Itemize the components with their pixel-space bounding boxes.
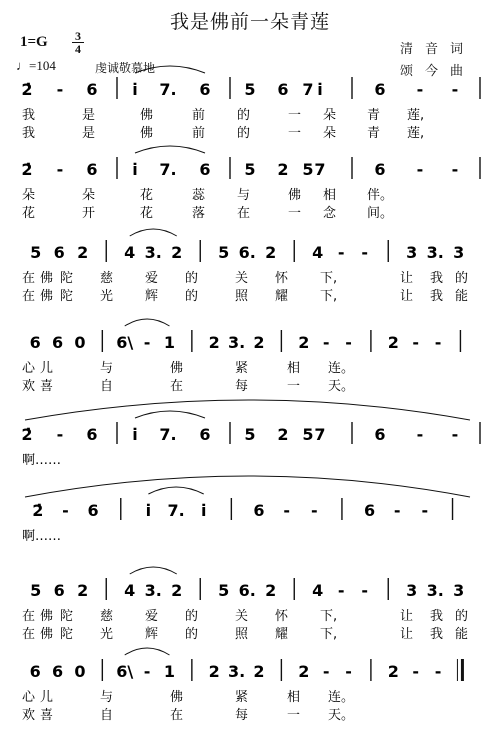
time-signature-bottom: 4	[72, 42, 84, 55]
note: 3	[406, 243, 418, 262]
lyric-syllable: 连。	[328, 690, 355, 705]
lyric-syllable: 开	[82, 206, 96, 221]
lyric-syllable: 心	[22, 690, 36, 705]
note: -	[434, 333, 442, 352]
note: -	[56, 160, 64, 179]
score-system	[21, 411, 480, 468]
lyric-syllable: 相	[287, 361, 301, 376]
note: 7	[314, 425, 326, 444]
note: 6	[374, 80, 386, 99]
lyric-syllable: 在	[237, 206, 251, 221]
note: 5	[30, 581, 42, 600]
lyric-syllable: 蕊	[192, 188, 206, 203]
note: -	[337, 581, 345, 600]
note: 2	[298, 662, 310, 681]
note: 2	[277, 425, 289, 444]
lyric-syllable: 朵	[323, 126, 337, 141]
lyric-syllable: 佛	[170, 690, 184, 705]
composer-credit: 颂今曲	[400, 64, 476, 79]
lyric-syllable: 光	[100, 289, 114, 304]
lyric-syllable: 紧	[235, 361, 249, 376]
lyric-syllable: 一	[288, 126, 302, 141]
lyric-syllable: 下,	[320, 627, 338, 642]
note: 2	[253, 662, 265, 681]
lyric-syllable: 让	[400, 627, 414, 642]
lyric-syllable: 耀	[275, 627, 289, 642]
note: 4	[312, 581, 324, 600]
lyric-syllable: 的	[237, 126, 251, 141]
note: i̇	[132, 160, 138, 179]
lyric-syllable: 间。	[367, 206, 394, 221]
lyric-syllable: 照	[235, 627, 249, 642]
lyric-syllable: 让	[400, 289, 414, 304]
lyric-syllable: 莲,	[407, 108, 425, 123]
note: 6	[199, 425, 211, 444]
note: 6	[374, 425, 386, 444]
lyric-syllable: 自	[100, 379, 114, 394]
lyric-syllable: 连。	[328, 361, 355, 376]
lyric-syllable: 朵	[82, 188, 96, 203]
lyric-syllable: 喜	[40, 379, 54, 394]
note: 6\	[116, 662, 134, 681]
note: i̇	[317, 80, 323, 99]
lyric-syllable: 我	[22, 108, 36, 123]
lyric-syllable: 儿	[40, 361, 54, 376]
note: 6.	[238, 243, 256, 262]
note: 3.	[426, 581, 444, 600]
lyric-syllable: 前	[192, 126, 206, 141]
lyric-syllable: 辉	[145, 289, 159, 304]
score-system	[22, 487, 453, 544]
note: 6	[199, 160, 211, 179]
note: 5	[30, 243, 42, 262]
note: 6	[29, 662, 41, 681]
lyric-syllable: 花	[140, 188, 154, 203]
note: 4	[312, 243, 324, 262]
note: 2	[387, 662, 399, 681]
lyric-syllable: 啊……	[22, 529, 62, 544]
slur	[135, 66, 205, 73]
lyric-syllable: 慈	[100, 271, 114, 286]
lyric-syllable: 慈	[100, 609, 114, 624]
lyric-syllable: 的	[185, 627, 199, 642]
lyric-syllable: 的	[185, 271, 199, 286]
phrase-slur	[25, 476, 470, 497]
lyric-syllable: 莲,	[407, 126, 425, 141]
lyric-syllable: 的	[455, 271, 469, 286]
note: 3.	[144, 243, 162, 262]
lyric-syllable: 在	[22, 289, 36, 304]
lyric-syllable: 的	[185, 289, 199, 304]
score-system	[21, 146, 480, 221]
lyric-syllable: 我	[430, 271, 444, 286]
note: -	[62, 501, 69, 520]
lyric-syllable: 与	[100, 690, 114, 705]
lyric-syllable: 照	[235, 289, 249, 304]
lyric-syllable: 欢	[22, 708, 36, 723]
note: 7.	[167, 501, 185, 520]
lyric-syllable: 佛	[288, 188, 302, 203]
note: 6	[277, 80, 289, 99]
lyric-syllable: 在	[22, 271, 36, 286]
note: 6	[29, 333, 41, 352]
note: 6	[364, 501, 376, 520]
lyric-syllable: 耀	[275, 289, 289, 304]
lyric-syllable: 一	[288, 206, 302, 221]
note: 6	[87, 501, 99, 520]
lyric-syllable: 的	[185, 609, 199, 624]
note: -	[345, 333, 352, 352]
lyric-syllable: 相	[287, 690, 301, 705]
note: 2̇	[21, 160, 33, 179]
note: i̇	[145, 501, 152, 520]
lyric-syllable: 我	[430, 609, 444, 624]
note: i̇	[132, 425, 138, 444]
expression-marking: 虔诚敬慕地	[95, 61, 156, 75]
lyric-syllable: 佛	[140, 126, 154, 141]
note: -	[451, 80, 459, 99]
note: 3	[453, 581, 465, 600]
note: 6	[52, 662, 64, 681]
note: 5	[244, 80, 256, 99]
note: 2	[298, 333, 310, 352]
note: 3	[453, 243, 465, 262]
note: -	[322, 333, 330, 352]
score-system	[22, 229, 468, 304]
note: 6	[86, 80, 98, 99]
note: -	[56, 425, 64, 444]
lyric-syllable: 佛	[40, 627, 54, 642]
lyric-syllable: 我	[430, 627, 444, 642]
lyric-syllable: 喜	[40, 708, 54, 723]
note: -	[322, 662, 330, 681]
note: -	[412, 333, 419, 352]
lyric-syllable: 欢	[22, 379, 36, 394]
note: 6	[53, 243, 65, 262]
lyric-syllable: 花	[22, 206, 36, 221]
lyric-syllable: 陀	[60, 271, 74, 286]
note: -	[143, 662, 151, 681]
lyric-syllable: 与	[237, 188, 251, 203]
key-signature: 1=G	[20, 34, 48, 50]
note: 2̇	[32, 501, 44, 520]
note: 2̇	[21, 425, 33, 444]
note: -	[143, 333, 151, 352]
lyric-syllable: 关	[235, 609, 249, 624]
lyric-syllable: 是	[82, 108, 96, 123]
note: 5	[218, 581, 230, 600]
lyric-syllable: 让	[400, 271, 414, 286]
lyric-syllable: 陀	[60, 627, 74, 642]
note: i̇	[132, 80, 138, 99]
lyric-syllable: 怀	[275, 271, 289, 286]
note: 6	[52, 333, 64, 352]
lyric-syllable: 朵	[323, 108, 337, 123]
lyric-syllable: 念	[323, 206, 337, 221]
lyric-syllable: 紧	[235, 690, 249, 705]
slur	[135, 146, 205, 153]
lyric-syllable: 一	[287, 379, 301, 394]
note: -	[416, 80, 424, 99]
lyric-syllable: 下,	[320, 271, 338, 286]
lyric-syllable: 我	[22, 126, 36, 141]
note: 3.	[228, 662, 246, 681]
lyric-syllable: 爱	[145, 271, 159, 286]
note: 3	[406, 581, 418, 600]
lyric-syllable: 能	[455, 627, 469, 642]
note: 2̇	[21, 80, 33, 99]
lyric-syllable: 花	[140, 206, 154, 221]
lyric-syllable: 辉	[145, 627, 159, 642]
note: -	[451, 425, 459, 444]
lyric-syllable: 光	[100, 627, 114, 642]
slur	[125, 319, 170, 326]
slur	[130, 567, 177, 574]
lyric-syllable: 儿	[40, 690, 54, 705]
note: 4	[124, 581, 136, 600]
note: -	[416, 160, 424, 179]
lyric-syllable: 每	[235, 708, 249, 723]
note: -	[310, 501, 318, 520]
note: 6	[199, 80, 211, 99]
tempo-marking: ♩=104	[16, 58, 56, 73]
note: 2	[265, 581, 277, 600]
note: -	[434, 662, 442, 681]
note: 5	[244, 160, 256, 179]
note: 6	[86, 160, 98, 179]
note: 5	[302, 425, 314, 444]
score-system	[22, 319, 460, 394]
note: -	[416, 425, 424, 444]
time-signature-top: 3	[75, 29, 81, 43]
note: 7	[314, 160, 326, 179]
note: 1	[163, 662, 176, 681]
note: 5	[302, 160, 314, 179]
slur	[125, 648, 170, 655]
note: -	[345, 662, 352, 681]
note: 3.	[426, 243, 444, 262]
lyric-syllable: 青	[367, 126, 381, 141]
note: 7.	[159, 425, 177, 444]
lyric-syllable: 一	[288, 108, 302, 123]
lyric-syllable: 陀	[60, 289, 74, 304]
note: 3.	[228, 333, 246, 352]
song-title: 我是佛前一朵青莲	[169, 11, 330, 33]
lyric-syllable: 前	[192, 108, 206, 123]
note: 0	[74, 333, 86, 352]
note: 7.	[159, 160, 177, 179]
lyric-syllable: 落	[192, 206, 206, 221]
lyric-syllable: 与	[100, 361, 114, 376]
lyric-syllable: 朵	[22, 188, 36, 203]
lyric-syllable: 青	[367, 108, 381, 123]
lyric-syllable: 在	[170, 708, 184, 723]
lyric-syllable: 我	[430, 289, 444, 304]
note: 2	[171, 243, 183, 262]
note: 6	[253, 501, 265, 520]
note: 6	[374, 160, 386, 179]
lyric-syllable: 在	[22, 609, 36, 624]
lyric-syllable: 在	[22, 627, 36, 642]
lyric-syllable: 的	[237, 108, 251, 123]
note: 2	[265, 243, 277, 262]
lyric-syllable: 下,	[320, 609, 338, 624]
note: -	[412, 662, 419, 681]
note: -	[361, 243, 369, 262]
note: 2	[77, 243, 89, 262]
lyric-syllable: 佛	[40, 609, 54, 624]
lyric-syllable: 爱	[145, 609, 159, 624]
lyric-syllable: 下,	[320, 289, 338, 304]
score-system	[22, 648, 462, 723]
note: 5	[244, 425, 256, 444]
lyric-syllable: 啊……	[22, 453, 62, 468]
note: 7.	[159, 80, 177, 99]
note: 5	[218, 243, 230, 262]
phrase-slur	[25, 400, 470, 420]
lyric-syllable: 能	[455, 289, 469, 304]
note: 7	[302, 80, 314, 99]
lyric-syllable: 在	[170, 379, 184, 394]
slur	[148, 487, 203, 494]
note: 2	[277, 160, 289, 179]
lyric-syllable: 自	[100, 708, 114, 723]
lyric-syllable: 陀	[60, 609, 74, 624]
lyric-syllable: 佛	[140, 108, 154, 123]
lyric-syllable: 佛	[170, 361, 184, 376]
lyric-syllable: 天。	[328, 708, 355, 723]
note: 1	[163, 333, 176, 352]
lyric-syllable: 的	[455, 609, 469, 624]
note: -	[56, 80, 64, 99]
lyric-syllable: 一	[287, 708, 301, 723]
note: 2	[77, 581, 89, 600]
lyric-syllable: 伴。	[367, 188, 394, 203]
note: 6	[86, 425, 98, 444]
note: -	[421, 501, 429, 520]
lyric-syllable: 天。	[328, 379, 355, 394]
note: 2	[208, 333, 220, 352]
note: 3.	[144, 581, 162, 600]
slur	[135, 411, 205, 418]
score-system	[22, 567, 468, 642]
lyric-syllable: 心	[22, 361, 36, 376]
lyric-syllable: 相	[323, 188, 337, 203]
note: -	[283, 501, 290, 520]
note: 2	[253, 333, 265, 352]
lyric-syllable: 佛	[40, 289, 54, 304]
note: 0	[74, 662, 86, 681]
note: 6\	[116, 333, 134, 352]
note: 2	[171, 581, 183, 600]
note: -	[337, 243, 345, 262]
note: 6.	[238, 581, 256, 600]
lyric-syllable: 是	[82, 126, 96, 141]
lyric-syllable: 让	[400, 609, 414, 624]
note: 4	[124, 243, 136, 262]
lyricist-credit: 清音词	[400, 42, 476, 57]
note: -	[451, 160, 459, 179]
lyric-syllable: 关	[235, 271, 249, 286]
slur	[130, 229, 177, 236]
note: 2	[208, 662, 220, 681]
note: i̇	[200, 501, 207, 520]
score-system	[21, 66, 480, 141]
lyric-syllable: 每	[235, 379, 249, 394]
lyric-syllable: 怀	[275, 609, 289, 624]
lyric-syllable: 佛	[40, 271, 54, 286]
note: 2	[387, 333, 399, 352]
note: -	[393, 501, 401, 520]
note: 6	[53, 581, 65, 600]
note: -	[361, 581, 369, 600]
